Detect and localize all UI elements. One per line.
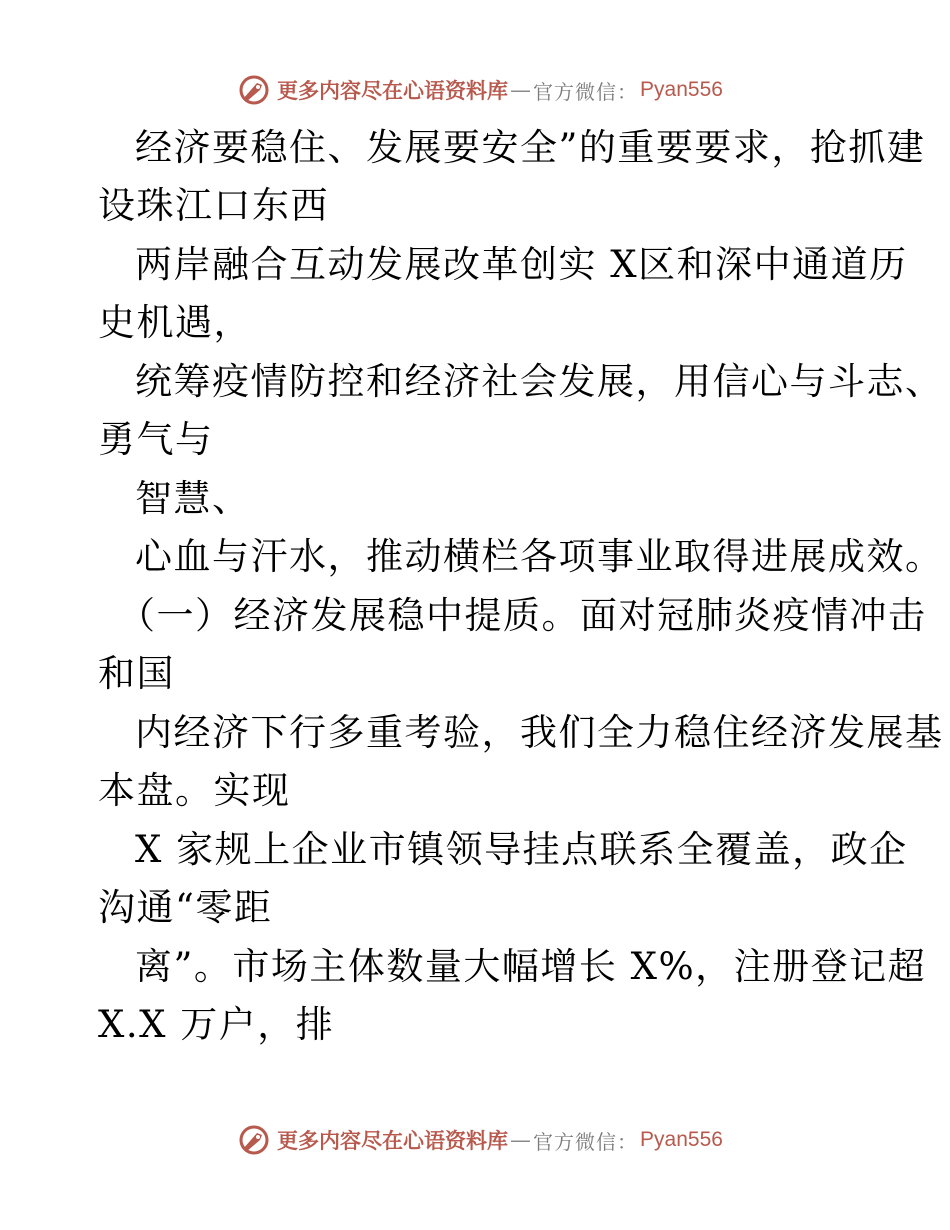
pen-nib-logo-icon <box>237 1123 271 1157</box>
body-line: 内经济下行多重考验，我们全力稳住经济发展基 <box>135 711 944 754</box>
watermark-sub-text: 官方微信： <box>533 1129 639 1154</box>
body-line: 和国 <box>98 652 175 695</box>
watermark-wechat-id: Pyan556 <box>640 78 723 101</box>
header-watermark <box>0 70 950 110</box>
body-line: 勇气与 <box>98 418 214 461</box>
footer-watermark <box>0 1120 950 1160</box>
watermark-dash: — <box>510 78 532 102</box>
pen-nib-logo-icon <box>237 73 271 107</box>
watermark-sub-text: 官方微信： <box>533 79 639 104</box>
body-line: 本盘。实现 <box>98 769 291 812</box>
watermark-main-text: 更多内容尽在心语资料库 <box>277 78 509 103</box>
watermark-wechat-id: Pyan556 <box>640 1128 723 1151</box>
body-line: （一）经济发展稳中提质。面对冠肺炎疫情冲击 <box>118 594 927 637</box>
body-line: 设珠江口东西 <box>98 184 329 227</box>
watermark-main-text: 更多内容尽在心语资料库 <box>277 1128 509 1153</box>
body-line: 统筹疫情防控和经济社会发展，用信心与斗志、 <box>135 360 944 403</box>
body-line: X 家规上企业市镇领导挂点联系全覆盖，政企 <box>135 828 908 871</box>
watermark-group <box>237 1123 723 1157</box>
body-line: 心血与汗水，推动横栏各项事业取得进展成效。 <box>135 535 944 578</box>
body-line: X.X 万户，排 <box>98 1003 335 1046</box>
body-line: 智慧、 <box>135 477 251 520</box>
body-line: 两岸融合互动发展改革创实 X区和深中通道历 <box>135 243 908 286</box>
watermark-group <box>237 73 723 107</box>
body-line: 沟通“零距 <box>98 886 273 929</box>
watermark-dash: — <box>510 1128 532 1152</box>
body-line: 离”。市场主体数量大幅增长 X%，注册登记超 <box>135 945 927 988</box>
body-line: 经济要稳住、发展要安全”的重要要求，抢抓建 <box>135 126 926 169</box>
body-line: 史机遇， <box>98 301 252 344</box>
